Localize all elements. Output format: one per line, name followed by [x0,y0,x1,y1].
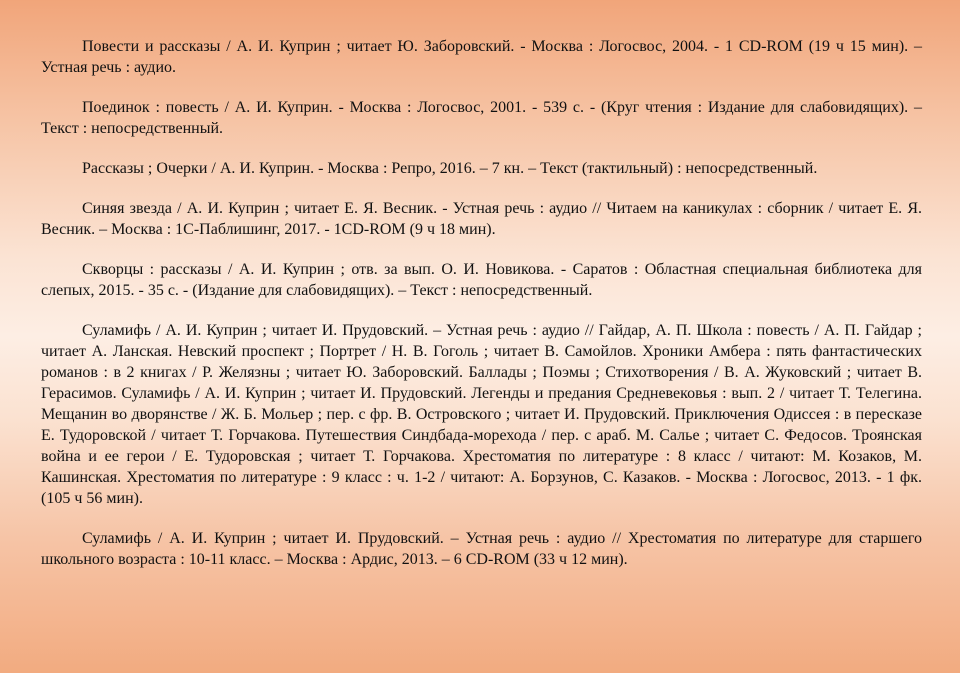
bibliography-entry: Повести и рассказы / А. И. Куприн ; читает Ю. Заборовский. - Москва : Логосвос, 2004. - 1 CD-ROM (19 ч 15 мин). – Устная речь : аудио. [41,38,922,76]
bibliography-entry: Суламифь / А. И. Куприн ; читает И. Прудовский. – Устная речь : аудио // Хрестоматия по литературе для старшего школьного возраста : 10-11 класс. – Москва : Ардис, 2013. – 6 CD-ROM (33 ч 12 мин). [41,530,922,568]
bibliography-entry: Поединок : повесть / А. И. Куприн. - Москва : Логосвос, 2001. - 539 с. - (Круг чтения : Издание для слабовидящих). – Текст : непосредственный. [41,99,922,137]
bibliography-list [41,36,922,570]
bibliography-entry: Скворцы : рассказы / А. И. Куприн ; отв. за вып. О. И. Новикова. - Саратов : Областная специальная библиотека для слепых, 2015. - 35 с. - (Издание для слабовидящих). – Текст : непосредственный. [41,261,922,299]
bibliography-entry: Синяя звезда / А. И. Куприн ; читает Е. Я. Весник. - Устная речь : аудио // Читаем на каникулах : сборник / читает Е. Я. Весник. – Москва : 1С-Паблишинг, 2017. - 1CD-ROM (9 ч 18 мин). [41,200,922,238]
bibliography-entry: Рассказы ; Очерки / А. И. Куприн. - Москва : Репро, 2016. – 7 кн. – Текст (тактильный) : непосредственный. [82,160,818,177]
bibliography-entry: Суламифь / А. И. Куприн ; читает И. Прудовский. – Устная речь : аудио // Гайдар, А. П. Школа : повесть / А. П. Гайдар ; читает А. Ланская. Невский проспект ; Портрет / Н. В. Гоголь ; читает В. Самойлов. Хроники Амбера : пять фантастических романов : в 2 книгах / Р. Желязны ; читает Ю. Заборовский. Баллады ; Поэмы ; Стихотворения / В. А. Жуковский ; читает В. Герасимов. Суламифь / А. И. Куприн ; читает И. Прудовский. Легенды и предания Средневековья : вып. 2 / читает Т. Телегина. Мещанин во дворянстве / Ж. Б. Мольер ; пер. с фр. В. Островского ; читает И. Прудовский. Приключения Одиссея : в пересказе Е. Тудоровской / читает Т. Горчакова. Путешествия Синдбада-морехода / пер. с араб. М. Салье ; читает С. Федосов. Троянская война и ее герои / Е. Тудоровская ; читает Т. Горчакова. Хрестоматия по литературе : 8 класс / читают: М. Козаков, М. Кашинская. Хрестоматия по литературе : 9 класс : ч. 1-2 / читают: А. Борзунов, С. Казаков. - Москва : Логосвос, 2013. - 1 фк. (105 ч 56 мин). [41,322,922,507]
